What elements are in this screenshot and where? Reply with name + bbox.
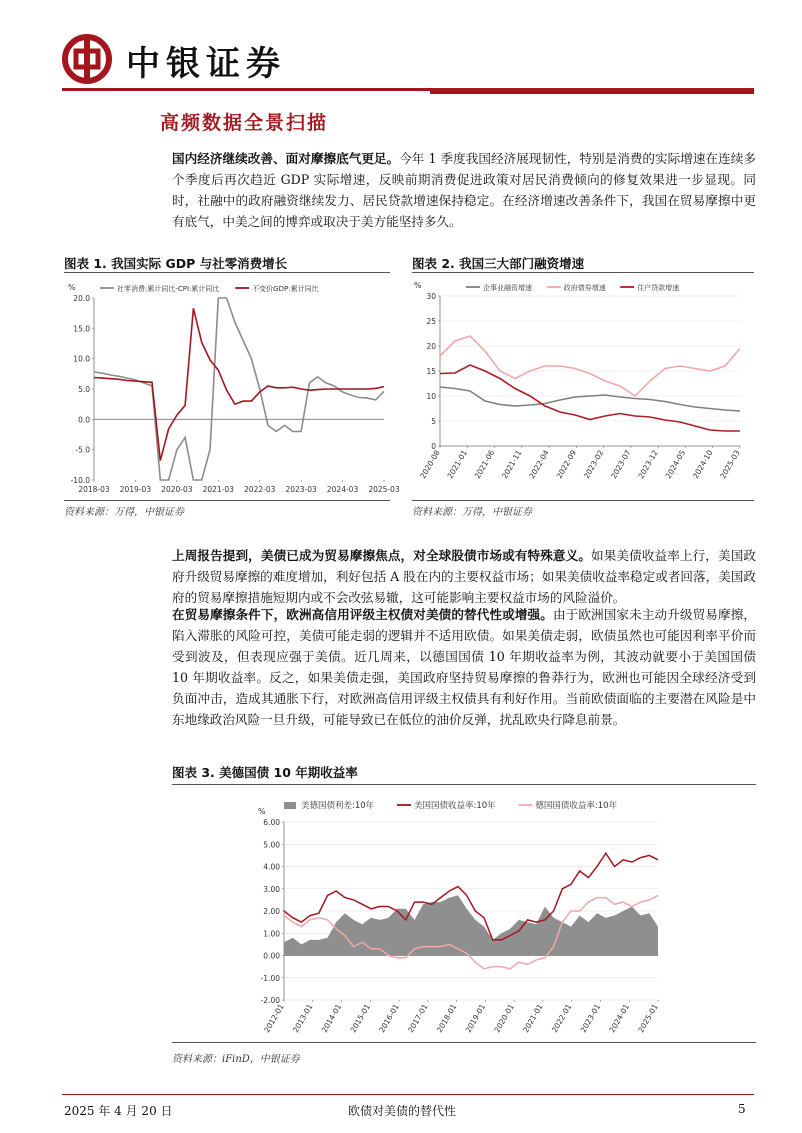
legend-label-2: 政府债券增速 [563, 284, 606, 292]
paragraph-3 [172, 604, 756, 730]
x-tick-label: 2020-03 [161, 485, 193, 494]
y-tick-label: 1.00 [263, 929, 280, 939]
x-tick-label: 2024-01 [607, 1002, 631, 1035]
y-tick-label: 5.00 [263, 840, 280, 850]
x-tick-label: 2021-06 [472, 448, 497, 481]
legend-label-1: 社零消费:累计同比-CPI:累计同比 [117, 285, 220, 293]
x-tick-label: 2013-01 [291, 1002, 315, 1035]
y-tick-label: -5.0 [75, 445, 90, 455]
figure-2-rule [412, 272, 754, 273]
chart-financing-growth [408, 278, 756, 500]
footer-rule [62, 1094, 754, 1095]
figure-2-source: 资料来源：万得，中银证券 [412, 507, 532, 518]
y-unit-label: % [258, 807, 266, 816]
page-number: 5 [738, 1102, 746, 1116]
x-tick-label: 2018-01 [434, 1002, 459, 1035]
y-tick-label: -10.0 [70, 476, 90, 485]
y-tick-label: 0.00 [263, 951, 280, 961]
x-tick-label: 2021-01 [445, 448, 470, 481]
y-tick-label: 15.0 [73, 324, 90, 334]
y-unit-label: % [414, 281, 422, 290]
bank-logo-icon [62, 34, 112, 84]
x-tick-label: 2025-01 [636, 1002, 660, 1035]
x-tick-label: 2024-05 [663, 448, 688, 481]
x-tick-label: 2024-03 [326, 485, 359, 494]
x-tick-label: 2022-04 [527, 448, 551, 481]
x-tick-label: 2023-03 [285, 485, 317, 494]
paragraph-3-body: 由于欧洲国家未主动升级贸易摩擦，陷入滞胀的风险可控，美债可能走弱的逻辑并不适用欧债。如果美债走弱，欧债虽然也可能因利率平价而受到波及，但表现应强于美债。近几周来，以德国国债 10 年期收益率为例，其波动就要小于美国国债 10 年期收益率。反之，如果美债走强，美国政府坚持贸易摩擦的鲁莽行为，欧洲也可能因全球经济受到负面冲击，造成其通胀下行，对欧洲高信用评级主权债具有利好作用。当前欧债面临的主要潜在风险是中东地缘政治风险一旦升级，可能导致已在低位的油价反弹，扰乱欧央行降息前景。 [172, 607, 757, 727]
x-tick-label: 2022-01 [549, 1002, 574, 1035]
y-tick-label: 20.0 [73, 294, 90, 303]
y-tick-label: 0.0 [78, 415, 90, 425]
figure-1-bottom-rule [64, 500, 390, 501]
figure-3-bottom-rule [172, 1042, 756, 1043]
x-tick-label: 2019-03 [119, 485, 152, 494]
figure-1-rule [64, 272, 390, 273]
paragraph-2 [172, 545, 756, 608]
paragraph-2-lead: 上周报告提到，美债已成为贸易摩擦焦点，对全球股债市场或有特殊意义。 [172, 548, 592, 563]
x-tick-label: 2017-01 [406, 1002, 430, 1035]
figure-1-source: 资料来源：万得，中银证券 [64, 507, 184, 518]
y-tick-label: 0 [431, 442, 436, 451]
paragraph-2-body: 如果美债收益率上行，美国政府升级贸易摩擦的难度增加，利好包括 A 股在内的主要权益市场；如果美债收益率稳定或者回落，美国政府的贸易摩擦措施短期内或不会改弦易辙，这可能影响主要权益市场的风险溢价。 [172, 548, 757, 605]
x-tick-label: 2025-03 [368, 485, 400, 494]
y-tick-label: 25 [426, 317, 436, 326]
paragraph-1-lead: 国内经济继续改善、面对摩擦底气更足。 [172, 151, 400, 166]
x-tick-label: 2021-11 [500, 448, 524, 481]
x-tick-label: 2021-01 [521, 1002, 545, 1035]
y-tick-label: 2.00 [263, 907, 280, 916]
x-tick-label: 2014-01 [319, 1002, 344, 1035]
x-tick-label: 2025-03 [718, 448, 742, 481]
x-tick-label: 2019-01 [463, 1002, 488, 1035]
x-tick-label: 2020-01 [492, 1002, 516, 1035]
x-tick-label: 2018-03 [78, 485, 110, 494]
chart-us-de-yields [240, 790, 670, 1040]
y-tick-label: 6.00 [263, 818, 280, 827]
y-tick-label: -2.00 [260, 996, 280, 1005]
legend-label-3: 德国国债收益率:10年 [535, 801, 618, 811]
legend-label-1: 企事业融资增速 [483, 284, 532, 292]
x-tick-label: 2021-03 [202, 485, 234, 494]
x-tick-label: 2022-09 [554, 448, 579, 481]
legend-label-1: 美德国债利差:10年 [301, 801, 375, 811]
legend-label-2: 美国国债收益率:10年 [414, 801, 496, 811]
figure-2-bottom-rule [412, 500, 754, 501]
x-tick-label: 2012-01 [262, 1002, 286, 1035]
y-tick-label: 30 [426, 292, 436, 301]
y-tick-label: -1.00 [260, 973, 280, 983]
paragraph-1 [172, 148, 756, 232]
x-tick-label: 2023-07 [609, 448, 633, 481]
legend-label-2: 不变价GDP:累计同比 [252, 285, 319, 293]
legend-swatch-1 [284, 802, 296, 809]
x-tick-label: 2016-01 [377, 1002, 401, 1035]
footer-date: 2025 年 4 月 20 日 [64, 1104, 173, 1118]
x-tick-label: 2023-01 [578, 1002, 603, 1035]
figure-3-source: 资料来源：iFinD，中银证券 [172, 1054, 300, 1065]
series-line-2 [440, 336, 740, 396]
y-tick-label: 5.0 [78, 385, 90, 394]
y-tick-label: 20 [426, 342, 436, 351]
x-tick-label: 2020-08 [418, 448, 442, 481]
y-tick-label: 10 [426, 392, 436, 401]
x-tick-label: 2015-01 [348, 1002, 373, 1035]
header-bar [430, 88, 754, 94]
x-tick-label: 2024-10 [690, 448, 715, 481]
figure-1-title: 图表 1. 我国实际 GDP 与社零消费增长 [64, 256, 288, 271]
x-tick-label: 2023-02 [581, 448, 606, 481]
y-tick-label: 10.0 [73, 354, 90, 364]
y-tick-label: 3.00 [263, 884, 280, 894]
footer-title: 欧债对美债的替代性 [348, 1104, 457, 1118]
figure-3-rule [172, 784, 756, 785]
y-tick-label: 4.00 [263, 862, 280, 872]
figure-3-title: 图表 3. 美德国债 10 年期收益率 [172, 765, 358, 780]
paragraph-1-body: 今年 1 季度我国经济展现韧性，特别是消费的实际增速在连续多个季度后再次趋近 GDP 实际增速，反映前期消费促进政策对居民消费倾向的修复效果进一步显现。同时，社融中的政府融资继续发力、居民贷款增速保持稳定。在经济增速改善条件下，我国在贸易摩擦中更有底气，中美之间的博弈或取决于美方能坚持多久。 [172, 151, 756, 229]
paragraph-3-lead: 在贸易摩擦条件下，欧洲高信用评级主权债对美债的替代性或增强。 [172, 607, 553, 622]
section-title: 高频数据全景扫描 [160, 112, 329, 134]
figure-2-title: 图表 2. 我国三大部门融资增速 [412, 256, 585, 271]
x-tick-label: 2022-03 [244, 485, 276, 494]
y-unit-label: % [68, 283, 76, 292]
y-tick-label: 5 [431, 417, 436, 426]
series-line-1 [440, 387, 740, 411]
x-tick-label: 2023-12 [636, 448, 660, 481]
y-tick-label: 15 [426, 367, 436, 376]
brand-name: 中银证券 [126, 44, 286, 84]
chart-gdp-retail [62, 278, 400, 500]
legend-label-3: 住户贷款增速 [637, 284, 680, 292]
